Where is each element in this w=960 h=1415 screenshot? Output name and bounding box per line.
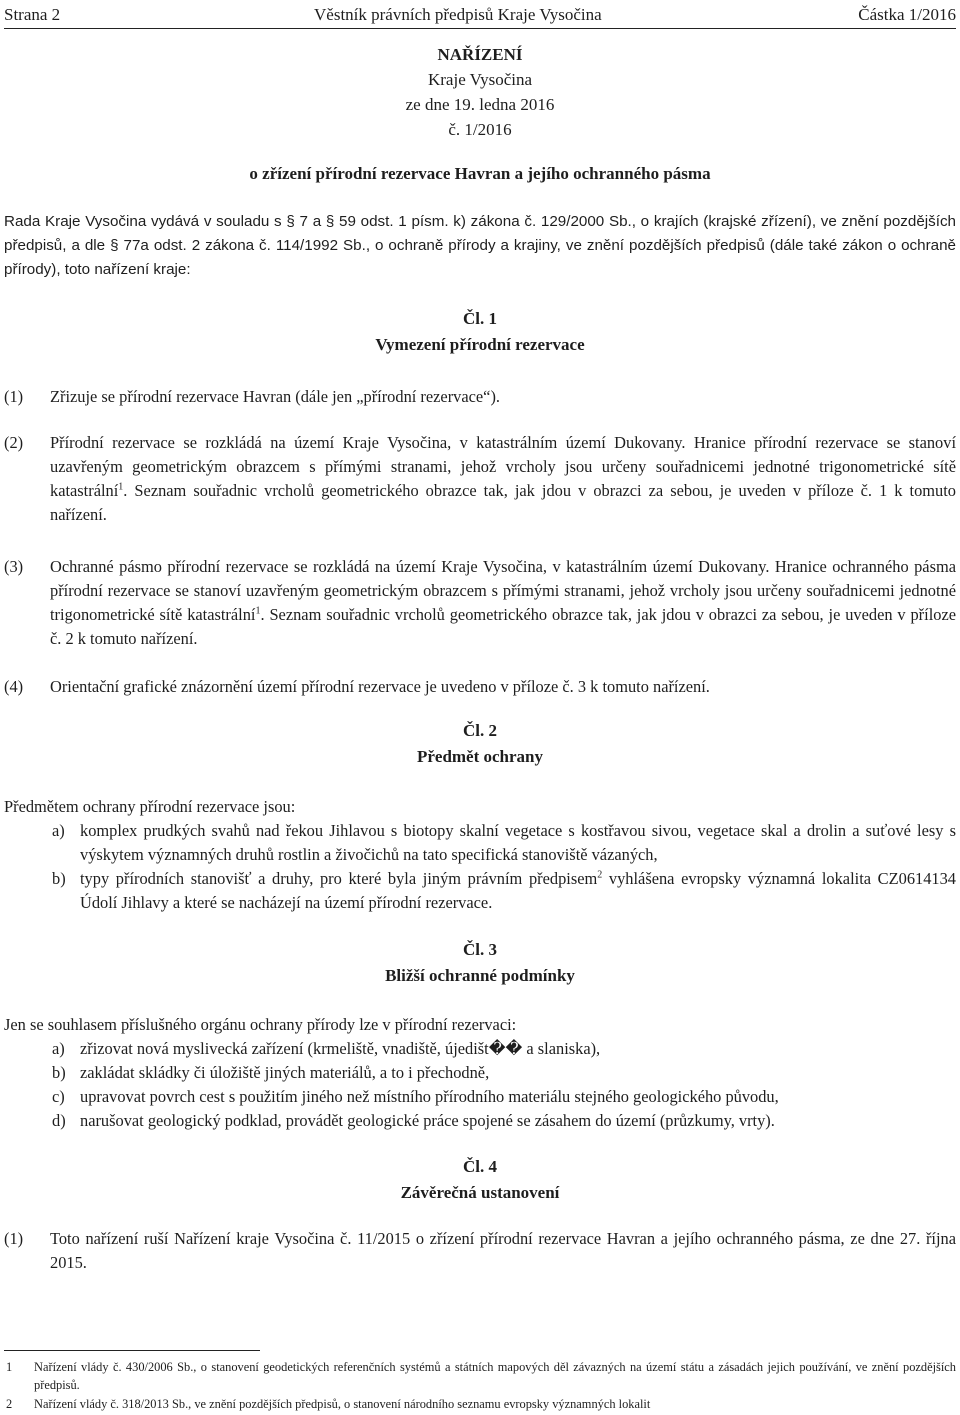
art2-item-b — [52, 867, 956, 915]
article-1-number: Čl. 1 — [463, 309, 497, 328]
art1-item-3 — [4, 555, 956, 651]
item-text: narušovat geologický podklad, provádět geologické práce spojené se zásahem do území (průzkumy, vrty). — [80, 1111, 775, 1130]
art4-item-1 — [4, 1227, 956, 1275]
article-4-number: Čl. 4 — [463, 1157, 497, 1176]
item-text-part: . Seznam souřadnic vrcholů geometrického obrazce tak, jak jdou v obrazci za sebou, je uveden v příloze č. 2 k tomuto nařízení. — [50, 605, 956, 648]
footnote-text: Nařízení vlády č. 318/2013 Sb., ve znění pozdějších předpisů, o stanovení národního seznamu evropsky významných lokalit — [34, 1397, 651, 1411]
issuer: Kraje Vysočina — [427, 70, 533, 89]
art3-item-c — [52, 1085, 956, 1109]
footnote-ref: 1 — [255, 605, 261, 617]
item-letter: b) — [52, 1063, 66, 1082]
art2-intro — [4, 795, 956, 819]
footnote-number: 1 — [6, 1360, 13, 1374]
item-text — [50, 431, 956, 527]
item-text-part: Ochranné pásmo přírodní rezervace se rozkládá na území Kraje Vysočina, v katastrálním území Dukovany. Hranice ochranného pásma přírodní rezervace se stanoví uzavřeným geometrickým obrazcem s přímými stranami, jehož vrcholy jsou určeny souřadnicemi jednotné trigonometrické sítě katastrální — [50, 557, 956, 624]
issue-number: Částka 1/2016 — [858, 5, 956, 24]
footnote-text: Nařízení vlády č. 430/2006 Sb., o stanovení geodetických referenčních systémů a státních mapových děl závazných na území státu a zásadách jejich používání, ve znění pozdějších předpisů. — [34, 1360, 956, 1392]
article-1-title: Vymezení přírodní rezervace — [375, 335, 585, 354]
footnote-1 — [4, 1358, 956, 1394]
article-1-heading — [0, 306, 960, 358]
article-2-number: Čl. 2 — [463, 721, 497, 740]
item-text: Orientační grafické znázornění území přírodní rezervace je uvedeno v příloze č. 3 k tomuto nařízení. — [50, 677, 710, 696]
document-subject: o zřízení přírodní rezervace Havran a jejího ochranného pásma — [249, 164, 711, 183]
footnote-2 — [4, 1395, 956, 1413]
art3-intro — [4, 1013, 956, 1037]
article-3-heading — [0, 937, 960, 989]
item-number: (1) — [4, 1229, 24, 1248]
footnote-ref: 2 — [597, 869, 603, 881]
journal-title: Věstník právních předpisů Kraje Vysočina — [314, 5, 602, 24]
art2-intro-text: Předmětem ochrany přírodní rezervace jsou: — [4, 797, 296, 816]
article-4-heading — [0, 1154, 960, 1206]
article-3-number: Čl. 3 — [463, 940, 497, 959]
article-2-heading — [0, 718, 960, 770]
item-letter: d) — [52, 1111, 66, 1130]
item-text: Toto nařízení ruší Nařízení kraje Vysočina č. 11/2015 o zřízení přírodní rezervace Havran a jejího ochranného pásma, ze dne 27. října 2015. — [50, 1229, 956, 1272]
art3-item-a — [52, 1037, 956, 1061]
art2-item-a — [52, 819, 956, 867]
art1-item-2 — [4, 431, 956, 527]
item-text: zakládat skládky či úložiště jiných materiálů, a to i přechodně, — [80, 1063, 490, 1082]
art3-item-b — [52, 1061, 956, 1085]
item-text-part: Přírodní rezervace se rozkládá na území Kraje Vysočina, v katastrálním území Dukovany. Hranice přírodní rezervace se stanoví uzavřeným geometrickým obrazcem s přímými stranami, jehož vrcholy jsou určeny souřadnicemi jednotné trigonometrické sítě katastrální — [50, 433, 956, 500]
item-letter: b) — [52, 869, 66, 888]
art3-intro-text: Jen se souhlasem příslušného orgánu ochrany přírody lze v přírodní rezervaci: — [4, 1015, 517, 1034]
art1-item-1 — [4, 385, 956, 409]
page-header — [4, 2, 956, 29]
regulation-number: č. 1/2016 — [448, 120, 512, 139]
item-text — [50, 555, 956, 651]
preamble-text: Rada Kraje Vysočina vydává v souladu s § 7 a § 59 odst. 1 písm. k) zákona č. 129/2000 Sb., o krajích (krajské zřízení), ve znění pozdějších předpisů, a dle § 77a odst. 2 zákona č. 114/1992 Sb., o ochraně přírody a krajiny, ve znění pozdějších předpisů (dále také zákon o ochraně přírody), toto nařízení kraje: — [4, 213, 956, 278]
issue-date: ze dne 19. ledna 2016 — [405, 95, 555, 114]
item-number: (4) — [4, 677, 24, 696]
item-number: (1) — [4, 387, 24, 406]
item-text: komplex prudkých svahů nad řekou Jihlavou s biotopy skalní vegetace s kostřavou sivou, vegetace skal a drolin a suťové lesy s výskytem významných druhů rostlin a živočichů na tato specifická stanoviště vázaných, — [80, 821, 956, 864]
footnote-number: 2 — [6, 1397, 13, 1411]
item-text: Zřizuje se přírodní rezervace Havran (dále jen „přírodní rezervace“). — [50, 387, 501, 406]
item-letter: c) — [52, 1087, 65, 1106]
footnote-separator — [4, 1350, 260, 1351]
item-number: (2) — [4, 433, 24, 452]
item-text: zřizovat nová myslivecká zařízení (krmeliště, vnadiště, újedišt�� a slaniska), — [80, 1039, 601, 1058]
document-title-block — [0, 42, 960, 142]
art3-item-d — [52, 1109, 956, 1133]
article-2-title: Předmět ochrany — [416, 747, 544, 766]
item-text: upravovat povrch cest s použitím jiného než místního přírodního materiálu stejného geologického původu, — [80, 1087, 779, 1106]
item-letter: a) — [52, 821, 65, 840]
item-text-part: typy přírodních stanovišť a druhy, pro které byla jiným právním předpisem — [80, 869, 598, 888]
item-text-part: vyhlášena evropsky významná lokalita CZ0614134 Údolí Jihlavy a které se nacházejí na území přírodní rezervace. — [80, 869, 956, 912]
item-text — [80, 867, 956, 915]
article-4-title: Závěrečná ustanovení — [400, 1183, 560, 1202]
document-type: NAŘÍZENÍ — [437, 45, 523, 64]
article-3-title: Bližší ochranné podmínky — [385, 966, 575, 985]
item-text-part: . Seznam souřadnic vrcholů geometrického obrazce tak, jak jdou v obrazci za sebou, je uveden v příloze č. 1 k tomuto nařízení. — [50, 481, 956, 524]
art1-item-4 — [4, 675, 956, 699]
footnote-ref: 1 — [118, 481, 124, 493]
page-number: Strana 2 — [4, 5, 61, 24]
preamble — [4, 210, 956, 282]
item-number: (3) — [4, 557, 24, 576]
item-letter: a) — [52, 1039, 65, 1058]
